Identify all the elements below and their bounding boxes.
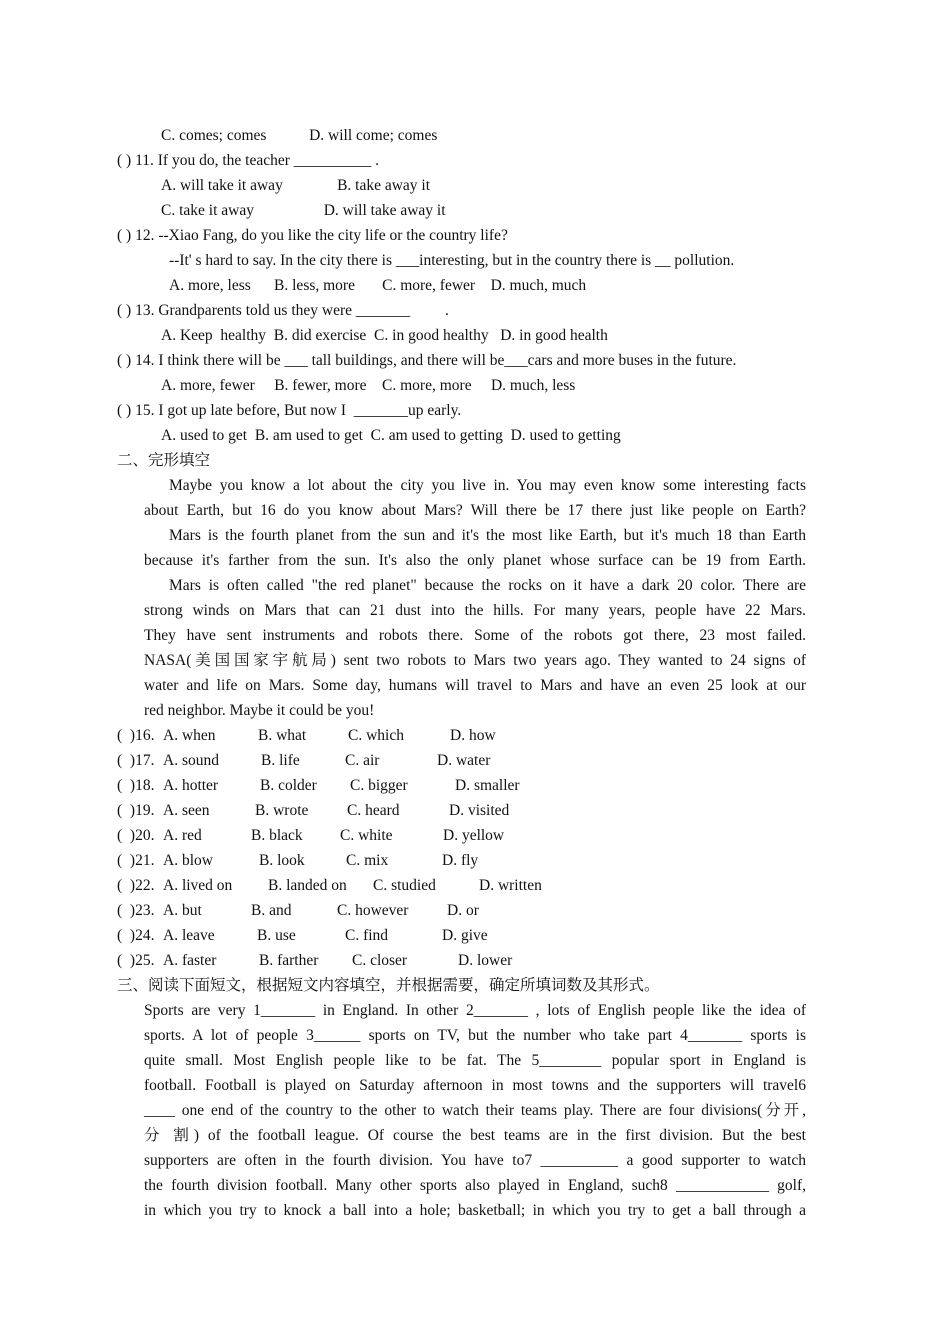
q12-options: A. more, less B. less, more C. more, fewer D. much, much bbox=[169, 277, 587, 294]
cloze-option-d: D. give bbox=[442, 927, 488, 944]
cloze-option-d: D. water bbox=[437, 752, 491, 769]
cloze-option-b: B. look bbox=[259, 852, 305, 869]
q12-reply: --It' s hard to say. In the city there is ___interesting, but in the country there is __ pollution. bbox=[169, 252, 735, 269]
reading-line-5: ____ one end of the country to the other to watch their teams play. There are four divisions(分开, bbox=[144, 1102, 806, 1119]
cloze-item-num: ( )23. bbox=[117, 902, 155, 919]
reading-line-6: 分 割) of the football league. Of course the best teams are in the first division. But the best bbox=[144, 1127, 806, 1144]
cloze-option-b: B. colder bbox=[260, 777, 317, 794]
question-15: ( ) 15. I got up late before, But now I _______up early. bbox=[117, 402, 462, 419]
cloze-option-b: B. black bbox=[251, 827, 303, 844]
cloze-option-d: D. fly bbox=[442, 852, 479, 869]
cloze-option-b: B. and bbox=[251, 902, 292, 919]
cloze-para3-line4: NASA(美国国家宇航局) sent two robots to Mars two years ago. They wanted to 24 signs of bbox=[144, 652, 806, 669]
cloze-option-a: A. blow bbox=[163, 852, 213, 869]
cloze-para3-line6: red neighbor. Maybe it could be you! bbox=[144, 702, 375, 719]
cloze-option-c: C. bigger bbox=[350, 777, 408, 794]
cloze-para1-line1: Maybe you know a lot about the city you live in. You may even know some interesting facts bbox=[169, 477, 806, 494]
cloze-option-c: C. white bbox=[340, 827, 393, 844]
cloze-option-a: A. when bbox=[163, 727, 216, 744]
cloze-option-d: D. visited bbox=[449, 802, 510, 819]
cloze-option-d: D. or bbox=[447, 902, 479, 919]
cloze-option-c: C. mix bbox=[346, 852, 389, 869]
cloze-para2-line2: because it's farther from the sun. It's also the only planet whose surface can be 19 from Earth. bbox=[144, 552, 806, 569]
cloze-option-b: B. wrote bbox=[255, 802, 309, 819]
cloze-item-num: ( )22. bbox=[117, 877, 155, 894]
cloze-item-num: ( )16. bbox=[117, 727, 155, 744]
cloze-option-c: C. heard bbox=[347, 802, 400, 819]
cloze-option-a: A. lived on bbox=[163, 877, 233, 894]
cloze-option-c: C. however bbox=[337, 902, 409, 919]
reading-line-8: the fourth division football. Many other sports also played in England, such8 ____________ golf, bbox=[144, 1177, 806, 1194]
question-13: ( ) 13. Grandparents told us they were _______ . bbox=[117, 302, 449, 319]
cloze-option-b: B. life bbox=[261, 752, 300, 769]
reading-line-1: Sports are very 1_______ in England. In other 2_______ , lots of English people like the idea of bbox=[144, 1002, 806, 1019]
q14-options: A. more, fewer B. fewer, more C. more, more D. much, less bbox=[161, 377, 576, 394]
cloze-option-b: B. what bbox=[258, 727, 307, 744]
cloze-item-num: ( )21. bbox=[117, 852, 155, 869]
q11-options-cd: C. take it away D. will take away it bbox=[161, 202, 446, 219]
reading-heading: 三、阅读下面短文，根据短文内容填空，并根据需要，确定所填词数及其形式。 bbox=[117, 977, 660, 994]
question-11: ( ) 11. If you do, the teacher __________ . bbox=[117, 152, 379, 169]
cloze-para3-line3: They have sent instruments and robots there. Some of the robots got there, 23 most failed. bbox=[144, 627, 806, 644]
question-14: ( ) 14. I think there will be ___ tall buildings, and there will be___cars and more buses in the future. bbox=[117, 352, 737, 369]
cloze-para3-line5: water and life on Mars. Some day, humans will travel to Mars and have an even 25 look at our bbox=[144, 677, 806, 694]
cloze-option-b: B. landed on bbox=[268, 877, 347, 894]
cloze-item-num: ( )18. bbox=[117, 777, 155, 794]
reading-line-2: sports. A lot of people 3______ sports on TV, but the number who take part 4_______ sports is bbox=[144, 1027, 806, 1044]
cloze-option-c: C. which bbox=[348, 727, 404, 744]
cloze-option-d: D. lower bbox=[458, 952, 513, 969]
cloze-para1-line2: about Earth, but 16 do you know about Mars? Will there be 17 there just like people on Earth? bbox=[144, 502, 806, 519]
reading-line-4: football. Football is played on Saturday afternoon in most towns and the supporters will travel6 bbox=[144, 1077, 806, 1094]
cloze-para3-line1: Mars is often called "the red planet" because the rocks on it have a dark 20 color. There are bbox=[169, 577, 806, 594]
cloze-item-num: ( )24. bbox=[117, 927, 155, 944]
cloze-option-d: D. how bbox=[450, 727, 496, 744]
cloze-option-c: C. air bbox=[345, 752, 380, 769]
cloze-option-a: A. hotter bbox=[163, 777, 219, 794]
cloze-item-num: ( )20. bbox=[117, 827, 155, 844]
reading-line-7: supporters are often in the fourth division. You have to7 __________ a good supporter to watch bbox=[144, 1152, 806, 1169]
cloze-option-a: A. red bbox=[163, 827, 202, 844]
question-12: ( ) 12. --Xiao Fang, do you like the city life or the country life? bbox=[117, 227, 508, 244]
q10-options-cd: C. comes; comes D. will come; comes bbox=[161, 127, 438, 144]
q11-options-ab: A. will take it away B. take away it bbox=[161, 177, 431, 194]
cloze-item-num: ( )17. bbox=[117, 752, 155, 769]
q13-options: A. Keep healthy B. did exercise C. in good healthy D. in good health bbox=[161, 327, 608, 344]
reading-line-9: in which you try to knock a ball into a hole; basketball; in which you try to get a ball through a bbox=[144, 1202, 806, 1219]
cloze-option-a: A. but bbox=[163, 902, 202, 919]
cloze-option-c: C. find bbox=[345, 927, 389, 944]
cloze-option-a: A. leave bbox=[163, 927, 215, 944]
cloze-option-a: A. seen bbox=[163, 802, 210, 819]
reading-line-3: quite small. Most English people like to be fat. The 5________ popular sport in England is bbox=[144, 1052, 806, 1069]
cloze-item-num: ( )25. bbox=[117, 952, 155, 969]
cloze-para3-line2: strong winds on Mars that can 21 dust into the hills. For many years, people have 22 Mars. bbox=[144, 602, 806, 619]
cloze-heading: 二、完形填空 bbox=[117, 452, 211, 469]
cloze-para2-line1: Mars is the fourth planet from the sun and it's the most like Earth, but it's much 18 than Earth bbox=[169, 527, 806, 544]
cloze-option-a: A. sound bbox=[163, 752, 219, 769]
cloze-option-d: D. yellow bbox=[443, 827, 505, 844]
cloze-option-b: B. use bbox=[257, 927, 296, 944]
cloze-option-c: C. studied bbox=[373, 877, 436, 894]
cloze-option-d: D. smaller bbox=[455, 777, 520, 794]
cloze-option-c: C. closer bbox=[352, 952, 408, 969]
cloze-item-num: ( )19. bbox=[117, 802, 155, 819]
q15-options: A. used to get B. am used to get C. am used to getting D. used to getting bbox=[161, 427, 621, 444]
cloze-option-b: B. farther bbox=[259, 952, 319, 969]
cloze-option-d: D. written bbox=[479, 877, 542, 894]
cloze-option-a: A. faster bbox=[163, 952, 217, 969]
